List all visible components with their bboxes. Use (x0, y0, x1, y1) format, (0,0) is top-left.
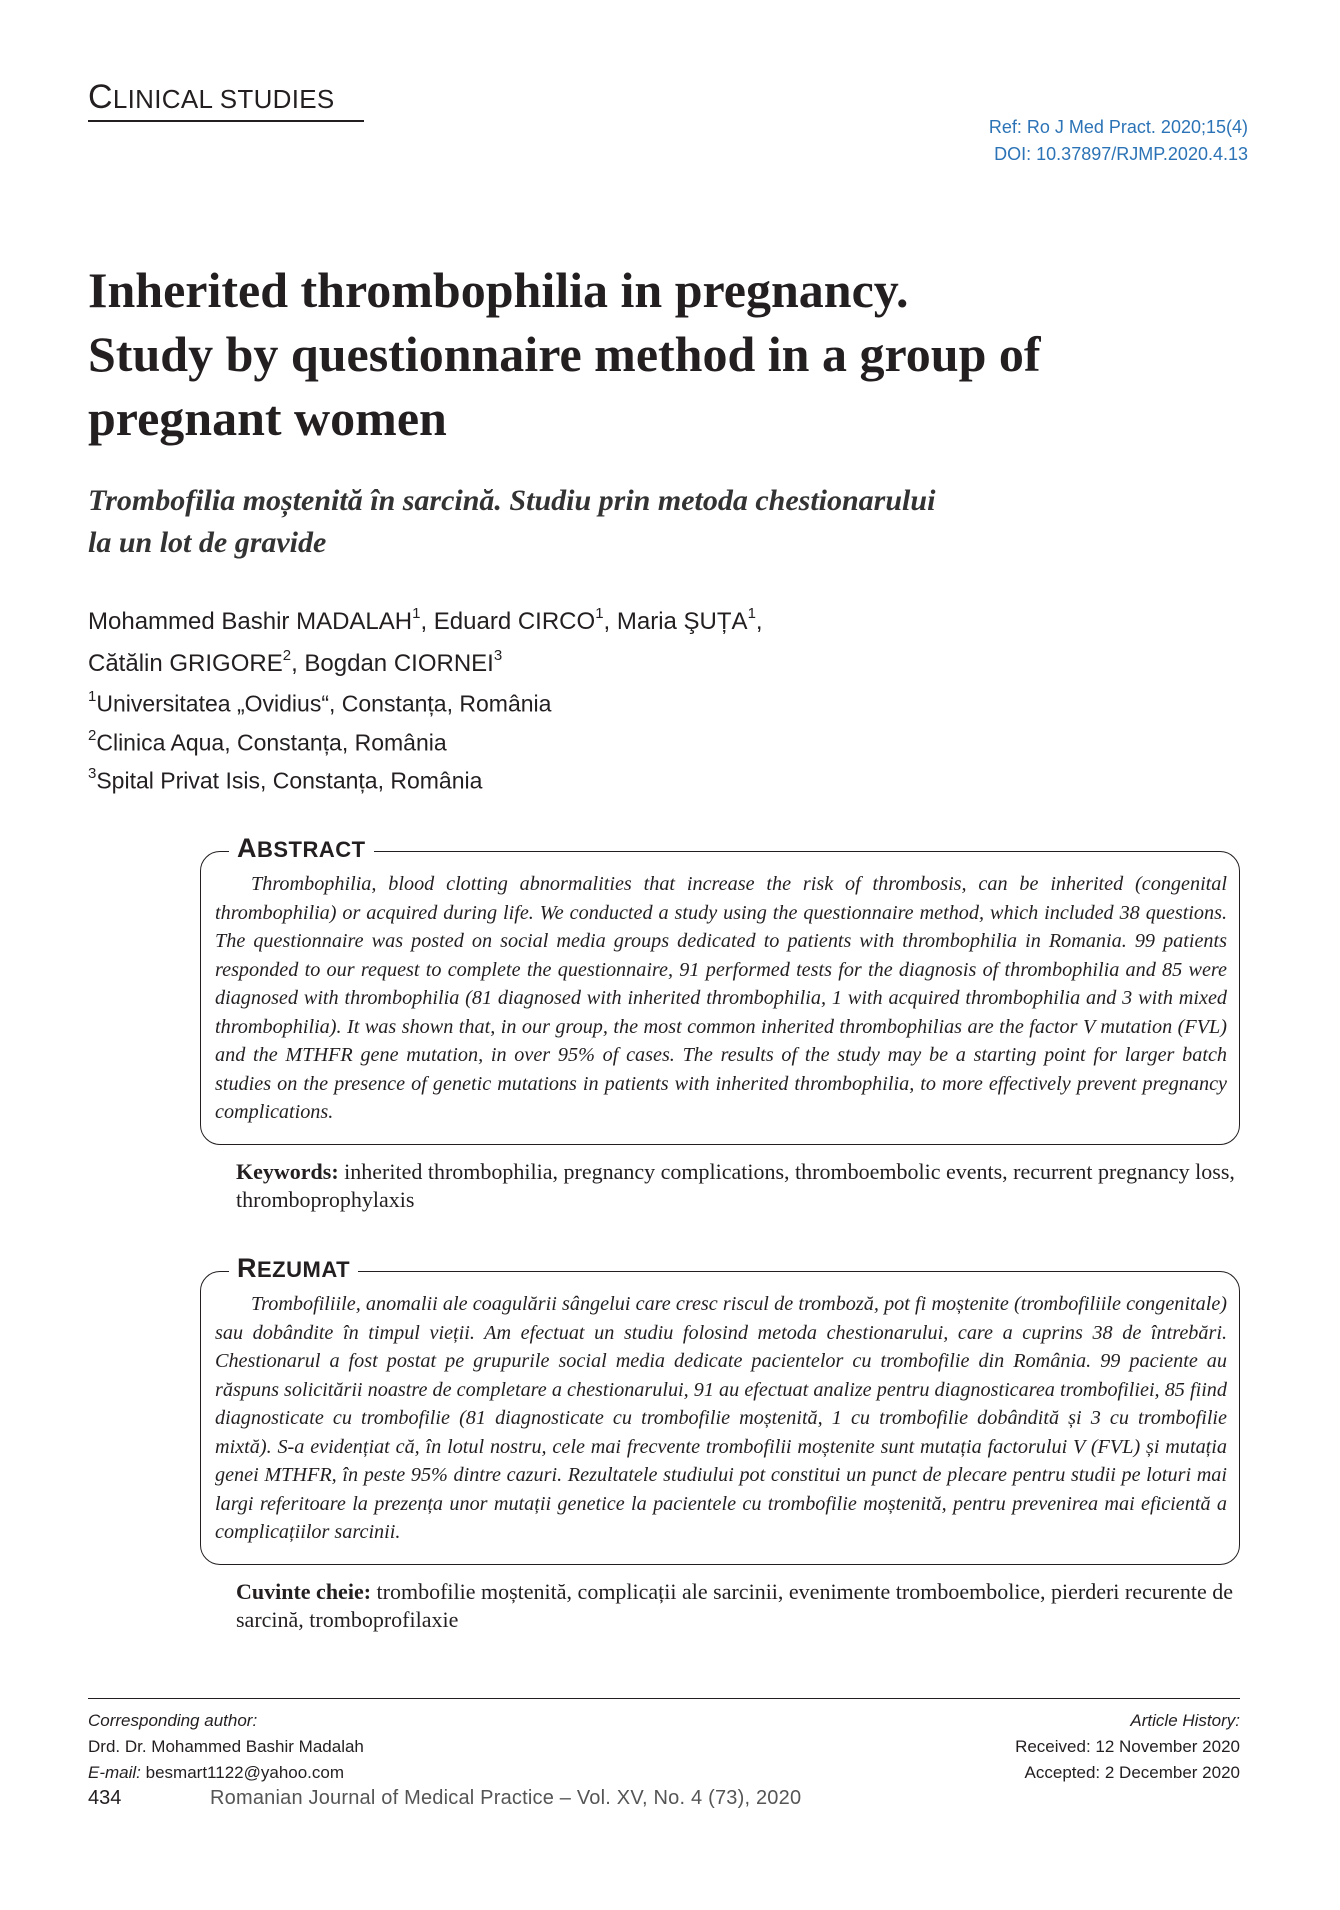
subtitle-line: Trombofilia moștenită în sarcină. Studiu prin metoda chestionarului (88, 484, 936, 517)
affiliation-marker: 2 (282, 647, 292, 664)
author-name: , Eduard CIRCO (420, 608, 596, 635)
affiliation-number: 3 (88, 765, 97, 783)
abstract-box (200, 833, 1240, 1145)
email-link[interactable]: besmart1122@yahoo.com (145, 1763, 345, 1782)
journal-citation: Romanian Journal of Medical Practice – Vol. XV, No. 4 (73), 2020 (210, 1787, 802, 1809)
rezumat-heading-rest: EZUMAT (257, 1257, 351, 1282)
affiliation-marker: 3 (493, 647, 503, 664)
page-number: 434 (88, 1787, 122, 1809)
email-label: E-mail: (88, 1763, 141, 1782)
corresponding-name: Drd. Dr. Mohammed Bashir Madalah (88, 1737, 364, 1756)
abstract-heading-rest: BSTRACT (257, 837, 366, 862)
affiliation-number: 2 (88, 726, 97, 744)
affiliation-text: Spital Privat Isis, Constanța, România (96, 767, 483, 794)
section-label-initial: C (88, 78, 113, 116)
affiliation-item (88, 721, 551, 760)
corresponding-author (88, 1708, 364, 1786)
section-label (88, 78, 335, 117)
title-line: Study by questionnaire method in a group of (88, 326, 1041, 382)
affiliation-item (88, 682, 551, 721)
rezumat-heading-initial: R (237, 1253, 257, 1283)
section-rule (88, 120, 364, 122)
keywords-text: inherited thrombophilia, pregnancy complications, thromboembolic events, recurrent pregnancy loss, thromboprophylaxis (236, 1159, 1235, 1212)
keywords (236, 1158, 1236, 1214)
cuvinte-cheie (236, 1578, 1236, 1634)
author-name: , Maria ŞUȚA (603, 608, 748, 635)
subtitle-line: la un lot de gravide (88, 526, 327, 559)
article-title (88, 258, 1248, 450)
rezumat-heading (229, 1253, 358, 1284)
footer-rule (88, 1698, 1240, 1699)
doi-link[interactable]: DOI: 10.37897/RJMP.2020.4.13 (994, 144, 1248, 164)
article-subtitle (88, 480, 1188, 564)
citation-ref: Ref: Ro J Med Pract. 2020;15(4) (988, 117, 1248, 137)
accepted-date: Accepted: 2 December 2020 (1024, 1763, 1240, 1782)
article-history (1015, 1708, 1240, 1786)
affiliation-text: Clinica Aqua, Constanța, România (96, 729, 447, 756)
cuvinte-cheie-label: Cuvinte cheie: (236, 1579, 372, 1604)
history-label: Article History: (1130, 1711, 1240, 1730)
corresponding-label: Corresponding author: (88, 1711, 258, 1730)
affiliation-number: 1 (88, 688, 97, 705)
abstract-heading (229, 833, 374, 864)
rezumat-box (200, 1253, 1240, 1565)
affiliation-item (88, 759, 551, 798)
author-separator: , (755, 608, 763, 635)
received-date: Received: 12 November 2020 (1015, 1737, 1240, 1756)
section-label-rest: LINICAL STUDIES (112, 84, 335, 114)
title-line: Inherited thrombophilia in pregnancy. (88, 262, 909, 318)
author-name: Mohammed Bashir MADALAH (88, 608, 413, 635)
author-list (88, 598, 1188, 682)
rezumat-text: Trombofiliile, anomalii ale coagulării sângelui care cresc riscul de tromboză, pot fi moștenite (trombofiliile congenitale) sau dobândite în timpul vieții. Am efectuat un studiu folosind metoda chestionarului, care a cuprins 38 de întrebări. Chestionarul a fost postat pe grupurile social media dedicate pacientelor cu trombofilie din România. 99 paciente au răspuns solicitării noastre de completare a chestionarului, 91 au efectuat analize pentru diagnosticarea trombofiliei, 85 fiind diagnosticate cu trombofilie (81 diagnosticate cu trombofilie moștenită, 1 cu trombofilie dobândită și 3 cu trombofilie mixtă). S-a evidențiat că, în lotul nostru, cele mai frecvente trombofilii moștenite sunt mutația factorului V (FVL) și mutația genei MTHFR, în peste 95% dintre cazuri. Rezultatele studiului pot constitui un punct de plecare pentru studii pe loturi mai largi referitoare la prezența unor mutații genetice la pacientele cu trombofilie moștenită, pentru prevenirea mai eficientă a complicațiilor sarcinii. (215, 1293, 1227, 1543)
author-name: , Bogdan CIORNEI (291, 650, 494, 677)
affiliation-list (88, 682, 551, 798)
keywords-label: Keywords: (236, 1159, 339, 1184)
cuvinte-cheie-text: trombofilie moștenită, complicații ale sarcinii, evenimente tromboembolice, pierderi recurente de sarcină, tromboprofilaxie (236, 1579, 1233, 1632)
title-line: pregnant women (88, 390, 447, 446)
affiliation-marker: 1 (412, 605, 421, 622)
abstract-text: Thrombophilia, blood clotting abnormalities that increase the risk of thrombosis, can be inherited (congenital thrombophilia) or acquired during life. We conducted a study using the questionnaire method, which included 38 questions. The questionnaire was posted on social media groups dedicated to patients with thrombophilia in Romania. 99 patients responded to our request to complete the questionnaire, 91 performed tests for the diagnosis of thrombophilia and 85 were diagnosed with thrombophilia (81 diagnosed with inherited thrombophilia, 1 with acquired thrombophilia and 3 with mixed thrombophilia). It was shown that, in our group, the most common inherited thrombophilias are the factor V mutation (FVL) and the MTHFR gene mutation, in over 95% of cases. The results of the study may be a starting point for larger batch studies on the presence of genetic mutations in patients with inherited thrombophilia, to more effectively prevent pregnancy complications. (215, 873, 1227, 1123)
author-name: Cătălin GRIGORE (88, 650, 283, 677)
reference-block (989, 114, 1248, 168)
affiliation-text: Universitatea „Ovidius“, Constanța, România (96, 690, 552, 717)
affiliation-marker: 1 (747, 605, 756, 622)
affiliation-marker: 1 (595, 605, 604, 622)
abstract-heading-initial: A (237, 833, 257, 863)
email-line (88, 1760, 364, 1786)
